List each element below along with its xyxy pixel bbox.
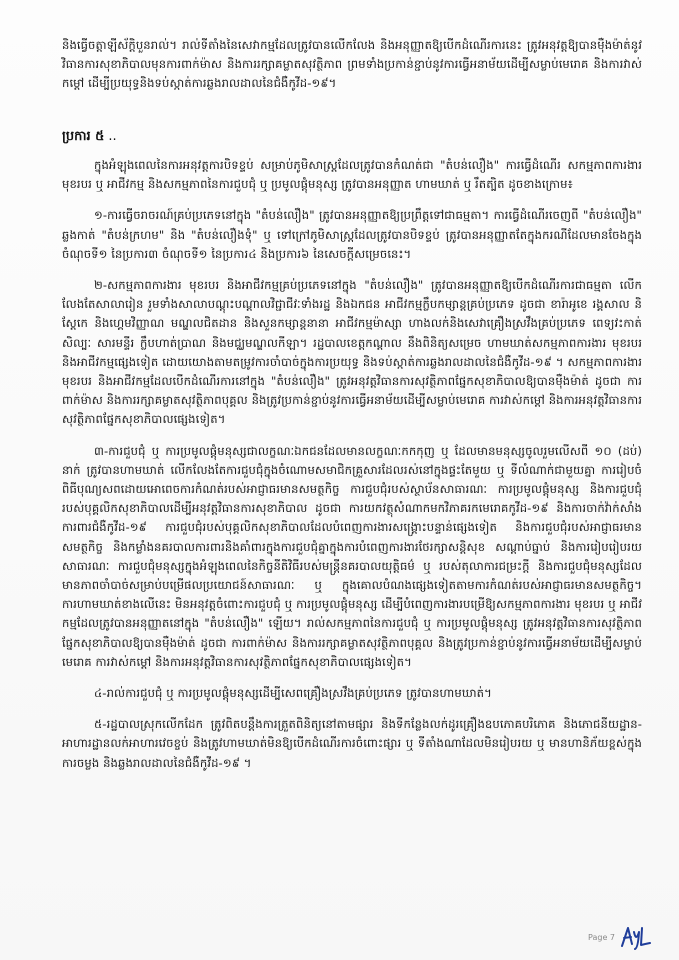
article-paragraph-intro: ក្នុងអំឡុងពេលនៃការអនុវត្តការបិទខ្ទប់ សម្រាប់ភូមិសាស្ត្រដែលត្រូវបានកំណត់ជា "តំបន់លឿង" ការធ្វើដំណើរ សកម្មភាពការងារ មុខរបរ ឬ អាជីវកម្ម និងសកម្មភាពនៃការជួបជុំ ឬ ប្រមូលផ្តុំមនុស្ស ត្រូវបានអនុញ្ញាត ហាមឃាត់ ឬ រឹតត្បិត ដូចខាងក្រោម៖ (62, 158, 642, 192)
article-paragraph-5: ៥-រដ្ឋបាលស្រុកលើកដែក ត្រូវពិតបន្តឹងការត្រួតពិនិត្យនៅតាមផ្សារ និងទីកន្លែងលក់ដូរគ្រឿងឧបភោគបរិភោគ និងភោជនីយដ្ឋាន-អាហារដ្ឋានលក់អាហារវេចខ្ចប់ និងត្រូវហាមឃាត់មិនឱ្យបើកដំណើរការចំពោះផ្សារ ឬ ទីតាំងណាដែលមិនរៀបរយ ឬ មានហានិភ័យខ្ពស់ក្នុងការចម្លង និងឆ្លងរាលដាលនៃជំងឺកូវីដ-១៩ ។ (62, 717, 642, 770)
article-mark: .. (108, 129, 117, 144)
article-paragraph-2: ២-សកម្មភាពការងារ មុខរបរ និងអាជីវកម្មគ្រប់ប្រភេទនៅក្នុង "តំបន់លឿង" ត្រូវបានអនុញ្ញាតឱ្យបើកដំណើរការជាធម្មតា លើកលែងតែសាលារៀន រួមទាំងសាលាបណ្តុះបណ្តាលវិជ្ជាជីវៈទាំងរដ្ឋ និងឯកជន អាជីវកម្មក្លឹបកម្សាន្តគ្រប់ប្រភេទ ដូចជា ខារ៉ាអូខេ រង្គសាល និស្តែកេ និងហ្គេមវិញ្ញាណ មណ្ឌលជិតដាន និងសួនកម្សាន្តនានា អាជីវកម្មម៉ាស្សា ហាងលក់និងសេវាគ្រឿងស្រវឹងគ្រប់ប្រភេទ ពេទ្យវះកាត់សិល្បៈ សារមន្ទីរ ក្លឹបហាត់ប្រាណ និងមជ្ឈមណ្ឌលកីឡា។ រដ្ឋបាលខេត្តកណ្ដាល នឹងពិនិត្យសម្រេច ហាមឃាត់សកម្មភាពការងារ មុខរបរ និងអាជីវកម្មផ្សេងទៀត ដោយយោងតាមតម្រូវការចាំបាច់ក្នុងការប្រយុទ្ធ និងទប់ស្កាត់ការឆ្លងរាលដាលនៃជំងឺកូវីដ-១៩ ។ សកម្មភាពការងារ មុខរបរ និងអាជីវកម្មដែលបើកដំណើរការនៅក្នុង "តំបន់លឿង" ត្រូវអនុវត្តវិធានការសុវត្ថិភាពផ្នែកសុខាភិបាលឱ្យបានម៉ឺងម៉ាត់ ដូចជា ការពាក់ម៉ាស និងការរក្សាគម្លាតសុវត្ថិភាពបុគ្គល និងត្រូវប្រកាន់ខ្ជាប់នូវការធ្វើអនាម័យដើម្បីសម្លាប់មេរោគ ការវាស់កម្ដៅ និងការអនុវត្តវិធានការសុវត្ថិភាពផ្នែកសុខាភិបាលផ្សេងទៀត។ (62, 278, 642, 427)
intro-block (62, 36, 642, 106)
article-paragraph-4: ៤-រាល់ការជួបជុំ ឬ ការប្រមូលផ្តុំមនុស្សដើម្បីសេពគ្រឿងស្រវឹងគ្រប់ប្រភេទ ត្រូវបានហាមឃាត់។ (94, 686, 492, 701)
page-number: Page 7 (588, 933, 615, 942)
intro-paragraph: និងធ្វើចត្តាឡីស័ក្តិបួនរាល់។ រាល់ទីតាំងនៃសេវាកម្មដែលត្រូវបានលើកលែង និងអនុញ្ញាតឱ្យបើកដំណើរការនេះ ត្រូវអនុវត្តឱ្យបានម៉ឺងម៉ាត់នូវវិធានការសុខាភិបាលមុនការពាក់ម៉ាស និងការរក្សាគម្លាតសុវត្ថិភាព ព្រមទាំងប្រកាន់ខ្ជាប់នូវការធ្វើអនាម័យដើម្បីសម្លាប់មេរោគ និងការវាស់កម្ដៅ ដើម្បីប្រយុទ្ធនិងទប់ស្កាត់ការឆ្លងរាលដាលនៃជំងឺកូវីដ-១៩។ (62, 38, 642, 91)
article-paragraph-1: ១-ការធ្វើចរាចរណ៍គ្រប់ប្រភេទនៅក្នុង "តំបន់លឿង" ត្រូវបានអនុញ្ញាតឱ្យប្រព្រឹត្តទៅជាធម្មតា។ ការធ្វើដំណើរចេញពី "តំបន់លឿង" ឆ្លងកាត់ "តំបន់ក្រហម" និង "តំបន់លឿងទុំ" ឬ ទៅក្រៅភូមិសាស្ត្រដែលត្រូវបានបិទខ្ទប់ ត្រូវបានអនុញ្ញាតតែក្នុងករណីដែលមានចែងក្នុងចំណុចទី១ នៃប្រការ៣ ចំណុចទី១ នៃប្រការ៤ និងប្រការ៦ នៃសេចក្តីសម្រេចនេះ។ (62, 208, 642, 261)
article-title: ប្រការ ៥ (62, 129, 105, 144)
article-body (62, 156, 642, 785)
article-heading (62, 128, 117, 147)
article-paragraph-3: ៣-ការជួបជុំ ឬ ការប្រមូលផ្តុំមនុស្សជាលក្ខណៈឯកជនដែលមានលក្ខណៈកកកុញ ឬ ដែលមានមនុស្សចូលរួមលើសពី ១០ (ដប់) នាក់ ត្រូវបានហាមឃាត់ លើកលែងតែការជួបជុំក្នុងចំណោមសមាជិកគ្រួសារដែលរស់នៅក្នុងផ្ទះតែមួយ ឬ ទីលំណាក់ជាមួយគ្នា ការរៀបចំពិធីបុណ្យសពដោយអោពេចការកំណត់របស់អាជ្ញាធរមានសមត្ថកិច្ច ការជួបជុំរបស់ស្ថាប័នសាធារណៈ ការប្រមូលផ្តុំមនុស្ស និងការជួបជុំរបស់បុគ្គលិកសុខាភិបាលដើម្បីអនុវត្តវិធានការសុខាភិបាល ដូចជា ការយកវត្ថុសំណាកមកវិភាគរកមេរោគកូវីដ-១៩ និងការចាក់វ៉ាក់សាំងការពារជំងឺកូវីដ-១៩ ការជួបជុំរបស់បុគ្គលិកសុខាភិបាលដែលបំពេញការងារសង្គ្រោះបន្ទាន់ផ្សេងទៀត និងការជួបជុំរបស់អាជ្ញាធរមានសមត្ថកិច្ច និងកម្លាំងនគរបាលការពារនិងគាំពារក្នុងការជួបជុំគ្នាក្នុងការបំពេញការងារថែរក្សាសន្តិសុខ សណ្តាប់ធ្នាប់ និងការរៀបរៀបរយសាធារណៈ ការជួបជុំមនុស្សក្នុងអំឡុងពេលនៃកិច្ចនីតិវិធីរបស់មន្ត្រីនគរបាលយុត្តិធម៌ ឬ របស់តុលាការជម្រះក្តី និងការជួបជុំមនុស្សដែលមានភាពចាំបាច់សម្រាប់បម្រើផលប្រយោជន៍សាធារណៈ ឬ ក្នុងគោលបំណងផ្សេងទៀតតាមការកំណត់របស់អាជ្ញាធរមានសមត្ថកិច្ច។ ការហាមឃាត់ខាងលើនេះ មិនអនុវត្តចំពោះការជួបជុំ ឬ ការប្រមូលផ្តុំមនុស្ស ដើម្បីបំពេញការងារបម្រើឱ្យសកម្មភាពការងារ មុខរបរ ឬ អាជីវកម្មដែលត្រូវបានអនុញ្ញាតនៅក្នុង "តំបន់លឿង" ឡើយ។ រាល់សកម្មភាពនៃការជួបជុំ ឬ ការប្រមូលផ្តុំមនុស្ស ត្រូវអនុវត្តវិធានការសុវត្ថិភាពផ្នែកសុខាភិបាលឱ្យបានម៉ឺងម៉ាត់ ដូចជា ការពាក់ម៉ាស និងការរក្សាគម្លាតសុវត្ថិភាពបុគ្គល និងត្រូវប្រកាន់ខ្ជាប់នូវការធ្វើអនាម័យដើម្បីសម្លាប់មេរោគ ការវាស់កម្ដៅ និងការអនុវត្តវិធានការសុវត្ថិភាពផ្នែកសុខាភិបាលផ្សេងទៀត។ (62, 443, 642, 669)
signature-initials (619, 924, 653, 950)
